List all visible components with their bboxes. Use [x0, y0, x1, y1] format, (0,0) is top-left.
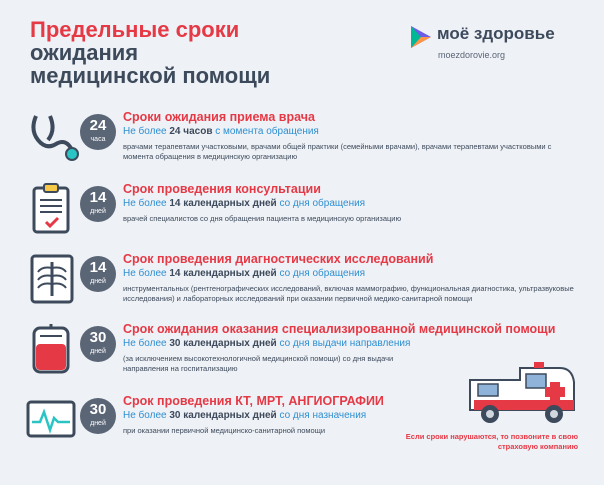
title-line-1: Предельные сроки — [30, 17, 240, 42]
logo-brand: моё здоровье — [437, 24, 555, 43]
title-line-3: медицинской помощи — [30, 63, 271, 89]
item-description: (за исключением высокотехнологичной медицинской помощи) со дня выдачи направления на госпитализацию — [123, 354, 394, 373]
logo-play-icon — [407, 24, 433, 50]
stethoscope-icon — [22, 110, 82, 166]
item-term: Не более 30 календарных дней со дня назначения — [123, 410, 367, 421]
item-term: Не более 24 часов с момента обращения — [123, 126, 319, 137]
title-line-2: ожидания — [30, 40, 139, 66]
days-badge: 24 часа — [80, 114, 116, 150]
days-badge: 14 дней — [80, 186, 116, 222]
page-title — [30, 18, 270, 87]
item-heading: Сроки ожидания приема врача — [123, 110, 315, 124]
item-description: при оказании первичной медицинско-санитарной помощи — [123, 426, 326, 435]
item-heading: Срок проведения диагностических исследований — [123, 252, 434, 266]
item-heading: Срок проведения консультации — [123, 182, 321, 196]
item-term: Не более 30 календарных дней со дня выдачи направления — [123, 338, 411, 349]
monitor-icon — [22, 394, 82, 450]
item-term: Не более 14 календарных дней со дня обращения — [123, 198, 366, 209]
item-description: врачами терапевтами участковыми, врачами общей практики (семейными врачами), врачами терапевтами участковыми с момента обращения в медицинскую организацию — [123, 142, 552, 161]
item-description: врачей специалистов со дня обращения пациента в медицинскую организацию — [123, 214, 402, 223]
item-description: инструментальных (рентгенографических исследований, включая маммографию, функциональная диагностика, ультразвуковые исследования) и лабораторных исследований при оказании первичной медико-санитарной помощи — [123, 284, 574, 303]
item-heading: Срок ожидания оказания специализированной медицинской помощи — [123, 322, 556, 336]
item-term: Не более 14 календарных дней со дня обращения — [123, 268, 366, 279]
ambulance-icon — [460, 360, 580, 430]
days-badge: 30 дней — [80, 398, 116, 434]
clipboard-icon — [22, 182, 82, 238]
xray-icon — [22, 252, 82, 308]
insurance-note: Если сроки нарушаются, то позвоните в свою страховую компанию — [405, 432, 578, 451]
item-heading: Срок проведения КТ, МРТ, АНГИОГРАФИИ — [123, 394, 384, 408]
days-badge: 14 дней — [80, 256, 116, 292]
logo-site[interactable]: moezdorovie.org — [438, 50, 506, 60]
days-badge: 30 дней — [80, 326, 116, 362]
blood-bag-icon — [22, 322, 82, 378]
